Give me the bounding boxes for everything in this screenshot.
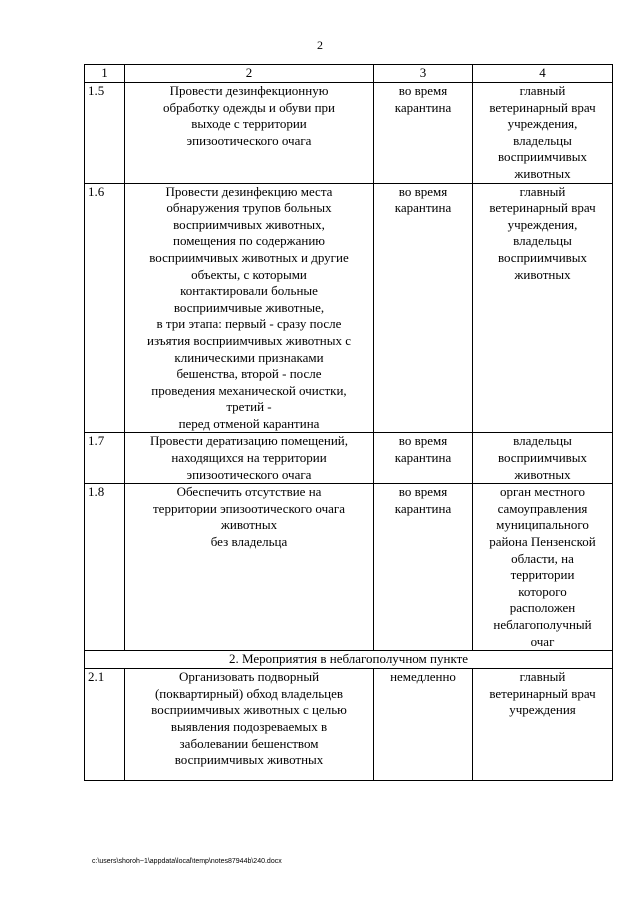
term-cell-line: во время — [398, 83, 448, 98]
action-cell-line: контактировали больные — [180, 283, 318, 299]
responsible-cell-line: ветеринарный врач — [489, 200, 596, 216]
action-cell-line: Обеспечить отсутствие на — [176, 484, 322, 500]
responsible-cell-line: орган местного — [499, 484, 586, 500]
action-cell — [125, 183, 374, 433]
responsible-cell-line: владельцы — [513, 132, 572, 148]
action-cell-line: помещения по содержанию — [173, 233, 325, 249]
responsible-cell-line: неблагополучный — [493, 617, 592, 632]
term-cell — [374, 484, 473, 651]
action-cell-line: перед отменой карантина — [178, 415, 320, 431]
action-cell-line: выходе с территории — [191, 116, 307, 132]
term-cell — [374, 433, 473, 484]
action-cell-line: Организовать подворный — [178, 669, 320, 685]
action-cell-line: животных — [220, 517, 278, 533]
action-cell — [125, 83, 374, 184]
action-cell-line: восприимчивых животных с целью — [151, 702, 347, 718]
responsible-cell-line: главный — [519, 183, 566, 199]
action-cell-line: бешенства, второй - после — [176, 366, 322, 382]
responsible-cell — [473, 183, 613, 433]
action-cell-line: Провести дезинфекцию места — [165, 183, 333, 199]
action-cell-line: восприимчивые животные, — [173, 299, 325, 315]
responsible-cell-line: владельцы — [513, 433, 572, 449]
action-cell-line: восприимчивых животных, — [173, 216, 325, 232]
responsible-cell-line: учреждения — [509, 702, 576, 718]
term-cell-line: карантина — [394, 99, 452, 115]
responsible-cell-line: ветеринарный врач — [489, 685, 596, 701]
table-header-row — [85, 65, 613, 83]
action-cell — [125, 433, 374, 484]
term-cell-line: во время — [398, 183, 448, 199]
row-number: 1.5 — [85, 83, 125, 184]
action-cell-line: заболевании бешенством — [179, 735, 319, 751]
term-cell-line: карантина — [394, 450, 452, 466]
table-row — [85, 183, 613, 433]
action-cell-line: (поквартирный) обход владельцев — [154, 685, 344, 701]
term-cell — [374, 669, 473, 781]
responsible-cell-line: области, на — [511, 550, 574, 566]
header-cell-1: 1 — [85, 65, 125, 83]
term-cell-line: карантина — [394, 200, 452, 216]
action-cell-line: эпизоотического очага — [186, 466, 312, 482]
action-cell-line: находящихся на территории — [171, 450, 327, 466]
action-cell-line: Провести дезинфекционную — [169, 83, 329, 98]
action-cell-line: обработку одежды и обуви при — [162, 99, 336, 115]
responsible-cell-line: учреждения, — [507, 116, 578, 132]
term-cell — [374, 183, 473, 433]
action-cell-line: Провести дератизацию помещений, — [149, 433, 349, 449]
action-cell — [125, 484, 374, 651]
responsible-cell-line: восприимчивых — [497, 450, 588, 466]
responsible-cell-line: района Пензенской — [489, 534, 596, 550]
responsible-cell-line: животных — [514, 266, 571, 282]
responsible-cell-line: животных — [514, 165, 571, 181]
responsible-cell-line: владельцы — [513, 233, 572, 249]
row-number: 2.1 — [85, 669, 125, 781]
section-title: 2. Мероприятия в неблагополучном пункте — [85, 651, 613, 669]
table-row — [85, 433, 613, 484]
action-cell-line: третий - — [226, 399, 272, 415]
responsible-cell — [473, 669, 613, 781]
action-cell-line: восприимчивых животных — [174, 752, 324, 768]
responsible-cell-line: самоуправления — [497, 500, 588, 516]
header-cell-4: 4 — [473, 65, 613, 83]
header-cell-3: 3 — [374, 65, 473, 83]
table-row — [85, 484, 613, 651]
responsible-cell-line: муниципального — [496, 517, 589, 533]
responsible-cell-line: территории — [510, 567, 575, 583]
action-cell-line: выявления подозреваемых в — [170, 718, 328, 734]
section-row — [85, 651, 613, 669]
action-cell-line: проведения механической очистки, — [151, 382, 347, 398]
responsible-cell-line: главный — [519, 669, 566, 685]
term-cell — [374, 83, 473, 184]
term-cell-line: немедленно — [390, 669, 456, 685]
term-cell-line: во время — [398, 433, 448, 449]
responsible-cell-line: расположен — [509, 600, 576, 616]
action-cell-line: клиническими признаками — [174, 349, 324, 365]
responsible-cell-line: восприимчивых — [497, 149, 588, 165]
responsible-cell — [473, 484, 613, 651]
table-row — [85, 83, 613, 184]
action-cell-line: объекты, с которыми — [191, 266, 307, 282]
action-cell-line: без владельца — [210, 534, 288, 550]
action-cell-line: в три этапа: первый - сразу после — [156, 316, 342, 332]
table-row — [85, 669, 613, 781]
responsible-cell-line: главный — [519, 83, 566, 98]
action-cell-line: обнаружения трупов больных — [166, 200, 332, 216]
responsible-cell-line: учреждения, — [507, 216, 578, 232]
header-cell-2: 2 — [125, 65, 374, 83]
file-path-footer: c:\users\shoroh~1\appdata\local\temp\notes87944b\240.docx — [92, 858, 282, 865]
responsible-cell-line: восприимчивых — [497, 249, 588, 265]
term-cell-line: во время — [398, 484, 448, 500]
responsible-cell-line: животных — [514, 466, 571, 482]
action-cell — [125, 669, 374, 781]
page-number: 2 — [317, 38, 323, 52]
term-cell-line: карантина — [394, 500, 452, 516]
row-number: 1.8 — [85, 484, 125, 651]
responsible-cell-line: которого — [518, 583, 567, 599]
action-cell-line: эпизоотического очага — [186, 132, 312, 148]
row-number: 1.6 — [85, 183, 125, 433]
action-cell-line: восприимчивых животных и другие — [149, 249, 349, 265]
responsible-cell — [473, 83, 613, 184]
responsible-cell-line: очаг — [530, 633, 555, 649]
responsible-cell — [473, 433, 613, 484]
action-cell-line: изъятия восприимчивых животных с — [146, 332, 351, 348]
action-cell-line: территории эпизоотического очага — [153, 500, 345, 516]
measures-table — [84, 64, 613, 781]
responsible-cell-line: ветеринарный врач — [489, 99, 596, 115]
row-number: 1.7 — [85, 433, 125, 484]
